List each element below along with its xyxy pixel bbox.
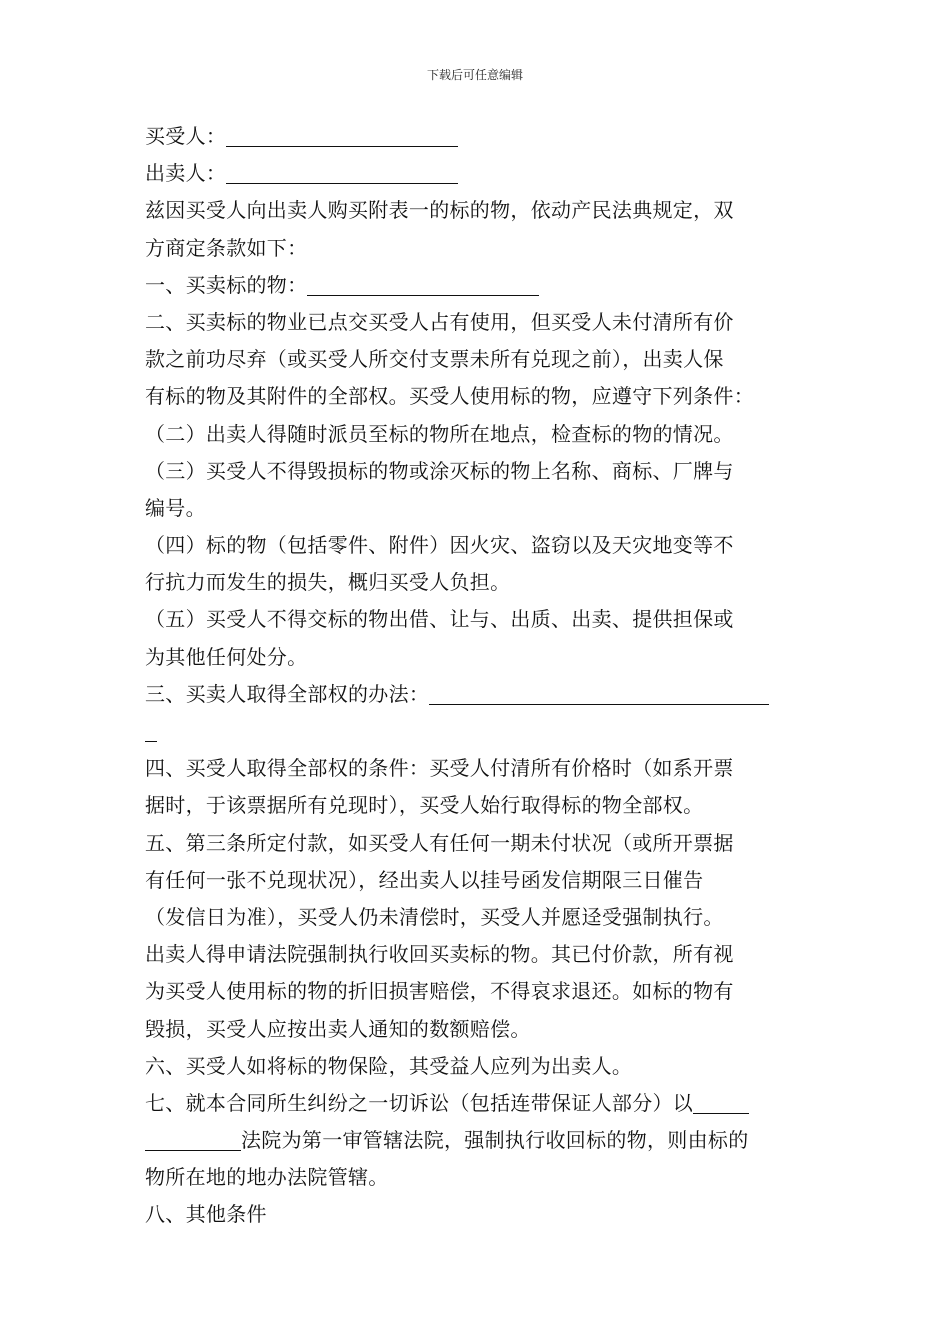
clause-8-line: 八、其他条件	[145, 1202, 267, 1227]
condition-4-line: （四）标的物（包括零件、附件）因火灾、盗窃以及天灾地变等不	[145, 533, 734, 558]
clause-7-text: 七、就本合同所生纠纷之一切诉讼（包括连带保证人部分）以	[145, 1090, 694, 1115]
clause-1-blank[interactable]	[307, 273, 539, 296]
clause-5-line: 有任何一张不兑现状况），经出卖人以挂号函发信期限三日催告	[145, 867, 704, 892]
seller-label: 出卖人：	[145, 161, 227, 186]
clause-5-line: 出卖人得申请法院强制执行收回买卖标的物。其已付价款，所有视	[145, 942, 734, 967]
seller-blank[interactable]	[226, 161, 458, 184]
clause-2-line: 有标的物及其附件的全部权。买受人使用标的物，应遵守下列条件：	[145, 384, 754, 409]
clause-3-blank-continued	[145, 713, 810, 750]
condition-3-line: （三）买受人不得毁损标的物或涂灭标的物上名称、商标、厂牌与	[145, 458, 734, 483]
buyer-line	[145, 118, 810, 155]
clause-7-line	[145, 1085, 810, 1122]
seller-line	[145, 155, 810, 192]
contract-body	[145, 118, 810, 1234]
court-blank-continued[interactable]	[145, 1128, 241, 1151]
clause-1-line	[145, 267, 810, 304]
clause-7-line	[145, 1122, 810, 1159]
buyer-blank[interactable]	[226, 124, 458, 147]
page-header: 下载后可任意编辑	[426, 68, 523, 82]
clause-5-line: 毁损，买受人应按出卖人通知的数额赔偿。	[145, 1016, 531, 1041]
clause-3-blank[interactable]	[429, 682, 769, 705]
clause-2-line: 二、买卖标的物业已点交买受人占有使用，但买受人未付清所有价	[145, 309, 734, 334]
condition-4-line: 行抗力而发生的损失，概归买受人负担。	[145, 570, 511, 595]
clause-6-line: 六、买受人如将标的物保险，其受益人应列为出卖人。	[145, 1053, 633, 1078]
clause-4-line: 据时，于该票据所有兑现时），买受人始行取得标的物全部权。	[145, 793, 704, 818]
clause-2-line: 款之前功尽弃（或买受人所交付支票未所有兑现之前），出卖人保	[145, 347, 724, 372]
buyer-label: 买受人：	[145, 124, 227, 148]
clause-5-line: 为买受人使用标的物的折旧损害赔偿，不得哀求退还。如标的物有	[145, 979, 734, 1004]
clause-7-line: 物所在地的地办法院管辖。	[145, 1165, 389, 1190]
clause-7-text: 法院为第一审管辖法院，强制执行收回标的物，则由标的	[241, 1128, 749, 1153]
condition-5-line: （五）买受人不得交标的物出借、让与、出质、出卖、提供担保或	[145, 607, 734, 632]
clause-3-label: 三、买卖人取得全部权的办法：	[145, 681, 430, 706]
clause-3-blank-end[interactable]	[145, 719, 157, 742]
intro-line: 方商定条款如下：	[145, 235, 308, 260]
clause-1-label: 一、买卖标的物：	[145, 272, 308, 297]
condition-2-line: （二）出卖人得随时派员至标的物所在地点，检查标的物的情况。	[145, 421, 734, 446]
clause-5-line: （发信日为准），买受人仍未清偿时，买受人并愿迳受强制执行。	[145, 904, 724, 929]
clause-4-line: 四、买受人取得全部权的条件：买受人付清所有价格时（如系开票	[145, 756, 734, 781]
clause-3-line	[145, 676, 810, 713]
condition-3-line: 编号。	[145, 495, 206, 520]
condition-5-line: 为其他任何处分。	[145, 644, 308, 669]
intro-line: 兹因买受人向出卖人购买附表一的标的物，依动产民法典规定，双	[145, 198, 734, 223]
clause-5-line: 五、第三条所定付款，如买受人有任何一期未付状况（或所开票据	[145, 830, 734, 855]
court-blank[interactable]	[693, 1091, 749, 1114]
